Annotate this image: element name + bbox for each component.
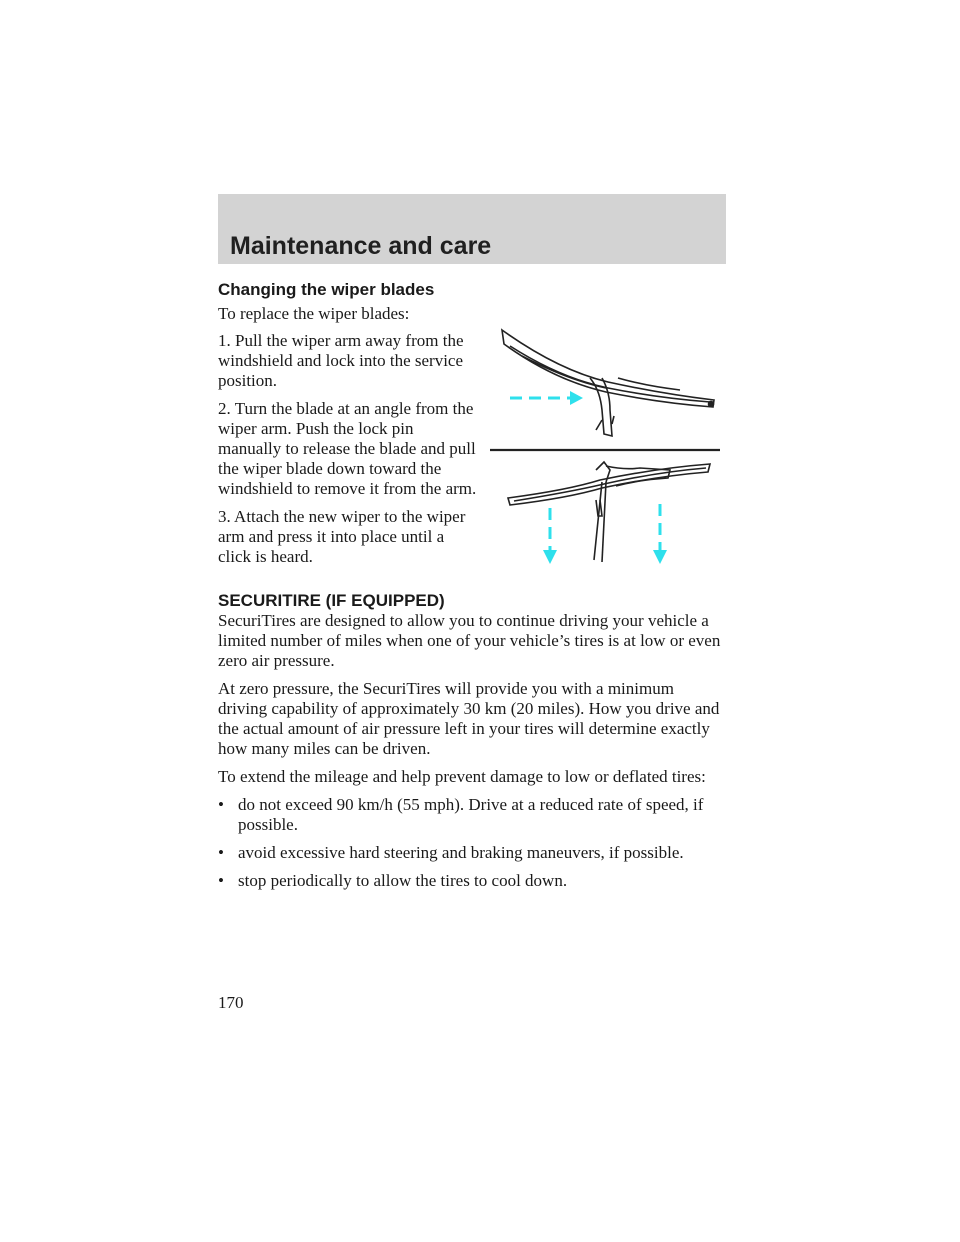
list-item-text: do not exceed 90 km/h (55 mph). Drive at a reduced rate of speed, if possible.	[238, 795, 704, 834]
wiper-blade-bottom	[508, 462, 710, 562]
tips-list	[218, 795, 726, 891]
securitire-heading: SECURITIRE (IF EQUIPPED)	[218, 591, 445, 610]
wiper-step: 3. Attach the new wiper to the wiper arm and press it into place until a click is heard.	[218, 507, 466, 566]
dashed-arrow-right-icon	[510, 391, 583, 405]
list-item-text: stop periodically to allow the tires to cool down.	[238, 871, 568, 890]
bullet-icon: •	[218, 795, 224, 814]
wiper-step: 1. Pull the wiper arm away from the windshield and lock into the service position.	[218, 331, 464, 390]
section-title: Maintenance and care	[230, 232, 492, 260]
wiper-blade-illustration	[488, 320, 728, 570]
wiper-steps	[218, 323, 480, 567]
securitire-body	[218, 611, 726, 891]
body-paragraph: To extend the mileage and help prevent damage to low or deflated tires:	[218, 767, 706, 786]
dashed-arrow-down-icon	[543, 508, 557, 564]
wiper-step: 2. Turn the blade at an angle from the wiper arm. Push the lock pin manually to release the blade and pull the wiper blade down toward the windshield to remove it from the arm.	[218, 399, 477, 498]
bullet-icon: •	[218, 871, 224, 890]
dashed-arrow-down-icon	[653, 504, 667, 564]
bullet-icon: •	[218, 843, 224, 862]
wiper-heading: Changing the wiper blades	[218, 280, 435, 299]
list-item-text: avoid excessive hard steering and braking maneuvers, if possible.	[238, 843, 684, 862]
section-header-band	[218, 194, 726, 264]
list-item	[218, 871, 726, 891]
list-item	[218, 843, 726, 863]
body-paragraph: At zero pressure, the SecuriTires will provide you with a minimum driving capability of approximately 30 km (20 miles). How you drive and the actual amount of air pressure left in your tires will determine exactly how many miles can be driven.	[218, 679, 720, 758]
wiper-intro: To replace the wiper blades:	[218, 304, 410, 323]
list-item	[218, 795, 726, 835]
wiper-blade-top	[502, 330, 714, 436]
body-paragraph: SecuriTires are designed to allow you to continue driving your vehicle a limited number of miles when one of your vehicle’s tires is at low or even zero air pressure.	[218, 611, 721, 670]
page-number: 170	[218, 993, 244, 1012]
